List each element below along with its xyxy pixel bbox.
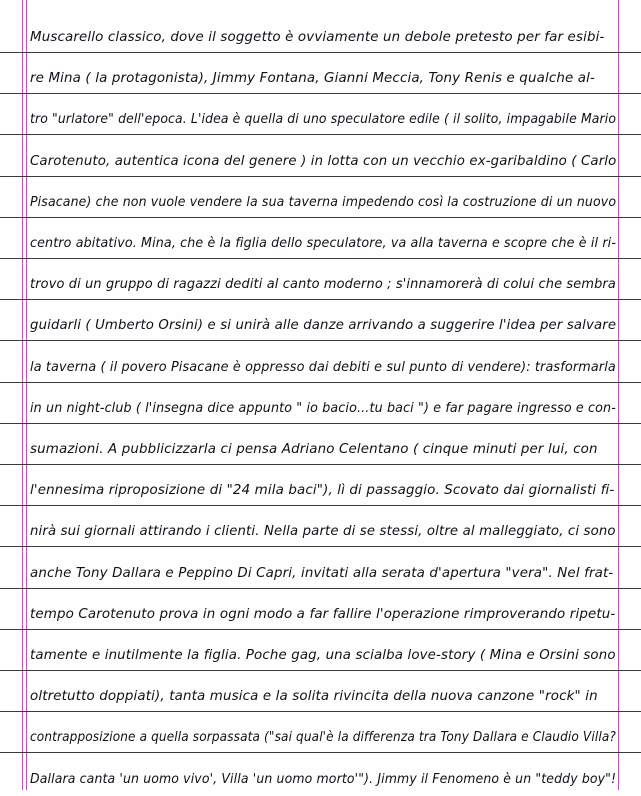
text-line: l'ennesima riproposizione di "24 mila baci"), lì di passaggio. Scovato dai giornalisti fi- bbox=[30, 483, 615, 498]
text-line: tamente e inutilmente la figlia. Poche gag, una scialba love-story ( Mina e Orsini sono bbox=[30, 648, 616, 663]
text-line: guidarli ( Umberto Orsini) e si unirà alle danze arrivando a suggerire l'idea per salvare bbox=[30, 318, 617, 333]
text-line: sumazioni. A pubblicizzarla ci pensa Adriano Celentano ( cinque minuti per lui, con bbox=[30, 442, 598, 457]
text-line: anche Tony Dallara e Peppino Di Capri, invitati alla serata d'apertura "vera". Nel frat- bbox=[30, 566, 614, 581]
margin-line-left-outer bbox=[22, 0, 23, 790]
text-line: nirà sui giornali attirando i clienti. Nella parte di se stessi, oltre al malleggiato, ci sono bbox=[30, 524, 616, 539]
text-line: in un night-club ( l'insegna dice appunto " io bacio...tu baci ") e far pagare ingresso e con- bbox=[30, 401, 616, 416]
text-line: Carotenuto, autentica icona del genere ) in lotta con un vecchio ex-garibaldino ( Carlo bbox=[30, 154, 616, 169]
text-line: tro "urlatore" dell'epoca. L'idea è quella di uno speculatore edile ( il solito, impagabile Mario bbox=[30, 112, 617, 127]
text-line: Dallara canta 'un uomo vivo', Villa 'un uomo morto'"). Jimmy il Fenomeno è un "teddy boy"! bbox=[30, 772, 616, 787]
text-line: contrapposizione a quella sorpassata ("sai qual'è la differenza tra Tony Dallara e Claudio Villa? bbox=[30, 730, 616, 745]
text-line: Pisacane) che non vuole vendere la sua taverna impedendo così la costruzione di un nuovo bbox=[30, 195, 616, 210]
text-line: trovo di un gruppo di ragazzi dediti al canto moderno ; s'innamorerà di colui che sembra bbox=[30, 277, 616, 292]
margin-line-left-inner bbox=[26, 0, 27, 790]
text-line: la taverna ( il povero Pisacane è oppresso dai debiti e sul punto di vendere): trasformarla bbox=[30, 360, 616, 375]
margin-line-right bbox=[618, 0, 619, 790]
text-line: tempo Carotenuto prova in ogni modo a far fallire l'operazione rimproverando ripetu- bbox=[30, 607, 616, 622]
text-line: centro abitativo. Mina, che è la figlia dello speculatore, va alla taverna e scopre che è il ri- bbox=[30, 236, 617, 251]
text-line: Muscarello classico, dove il soggetto è ovviamente un debole pretesto per far esibi- bbox=[30, 30, 605, 45]
text-line: oltretutto doppiati), tanta musica e la solita rivincita della nuova canzone "rock" in bbox=[30, 689, 598, 704]
text-line: re Mina ( la protagonista), Jimmy Fontana, Gianni Meccia, Tony Renis e qualche al- bbox=[30, 71, 595, 86]
